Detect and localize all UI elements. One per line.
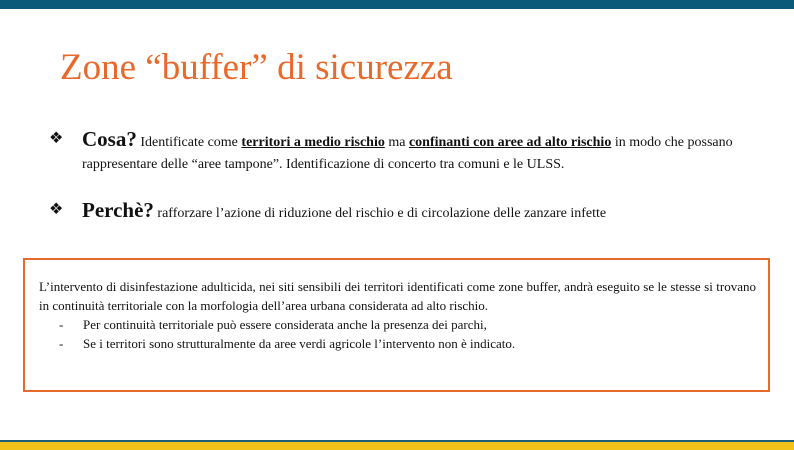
bullet-emphasis: territori a medio rischio [241, 135, 385, 150]
bullet-perche [49, 199, 769, 225]
bullet-cosa [49, 128, 769, 176]
bullet-text: Identificate come [136, 135, 242, 150]
list-item [39, 334, 756, 353]
note-list [39, 315, 756, 353]
note-box [23, 258, 770, 392]
bullet-cosa-content [82, 128, 769, 176]
bullet-text: ma [384, 135, 409, 150]
bullet-perche-content [82, 199, 769, 225]
note-paragraph: L’intervento di disinfestazione adulticida, nei siti sensibili dei territori identificati come zone buffer, andrà eseguito se le stesse si trovano in continuità territoriale con la morfologia dell’area urbana considerata ad alto rischio. [39, 279, 756, 313]
list-item-text: Se i territori sono strutturalmente da aree verdi agricole l’intervento non è indicato. [83, 336, 516, 351]
bullet-emphasis: confinanti con aree ad alto rischio [408, 135, 612, 150]
top-accent-bar [0, 0, 794, 9]
bullet-text: in modo che possano rappresentare delle “aree tampone”. Identificazione di concerto tra comuni e le ULSS. [82, 135, 733, 172]
list-item-text: Per continuità territoriale può essere considerata anche la presenza dei parchi, [83, 317, 487, 332]
diamond-bullet-icon: ❖ [49, 130, 64, 147]
bullet-heading: Perchè? [82, 198, 154, 222]
bottom-accent-bar [0, 442, 794, 450]
diamond-bullet-icon: ❖ [49, 201, 64, 218]
bullet-heading: Cosa? [82, 127, 137, 151]
dash-marker: - [59, 336, 64, 351]
bullet-text: rafforzare l’azione di riduzione del rischio e di circolazione delle zanzare infette [153, 206, 607, 221]
dash-marker: - [59, 317, 64, 332]
list-item [39, 315, 756, 334]
slide-title: Zone “buffer” di sicurezza [60, 47, 453, 88]
